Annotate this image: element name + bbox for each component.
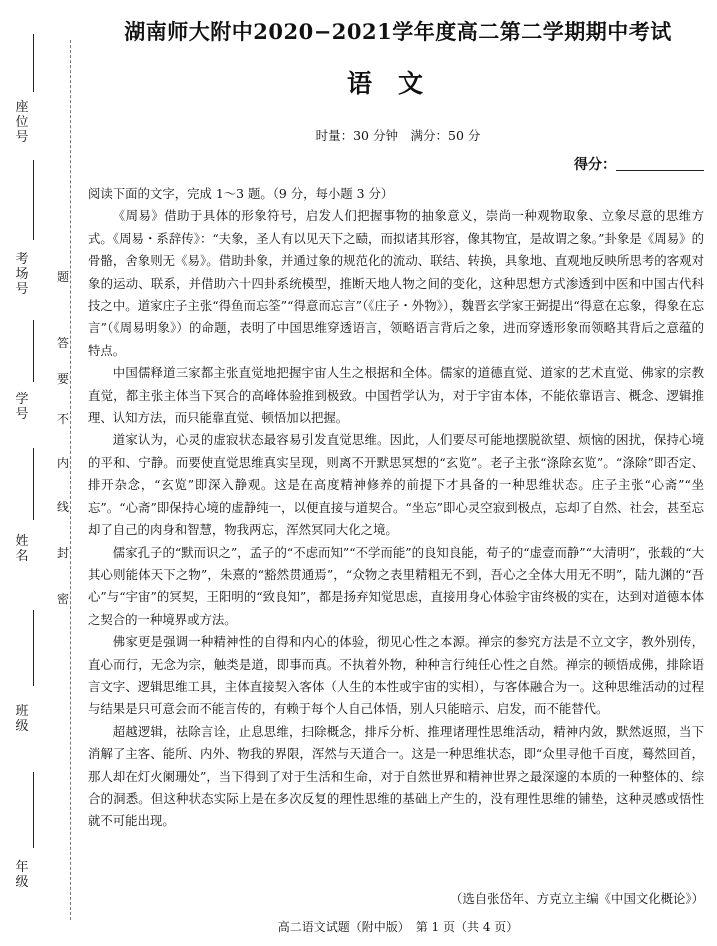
seat-number-label: 座位号 — [15, 100, 29, 145]
seal-char: 答 — [56, 336, 69, 350]
paragraph: 道家认为，心灵的虚寂状态最容易引发直觉思维。因此，人们要尽可能地摆脱欲望、烦恼的困扰，保持心境的平和、宁静。而要使直觉思维真实呈现，则离不开默思冥想的“玄览”。老子主张“涤除玄览”。“涤除”即否定、排开杂念，“玄览”即深入静观。这是在高度精神修养的前提下才具备的一种思维状态。庄子主张“心斋”“坐忘”。“心斋”即保持心境的虚静纯一，以便直接与道契合。“坐忘”即心灵空寂到极点，忘却了自然、社会，甚至忘却了自己的肉身和智慧，物我两忘，浑然冥同大化之境。 — [88, 432, 704, 538]
reading-passage — [88, 183, 704, 833]
paragraph: 超越逻辑，祛除言诠，止息思维，扫除概念，排斥分析、推理诸理性思维活动，精神内敛，默然返照，当下消解了主客、能所、内外、物我的界限，浑然与天道合一。这是一种思维状态，即“众里寻他千百度，蓦然回首，那人却在灯火阑珊处”，当下得到了对于生活和生命，对于自然世界和精神世界之最深邃的本质的一种整体的、综合的洞悉。但这种状态实际上是在多次反复的理性思维的基础上产生的，没有理性思维的铺垫，这种灵感或悟性就不可能出现。 — [88, 723, 704, 829]
exam-room-label: 考场号 — [15, 252, 29, 297]
name-label: 姓 名 — [15, 534, 29, 564]
paragraph: 中国儒释道三家都主张直觉地把握宇宙人生之根据和全体。儒家的道德直觉、道家的艺术直觉、佛家的宗教直觉，都主张主体当下冥合的高峰体验推到极致。中国哲学认为，对于宇宙本体，不能依靠语言、概念、逻辑推理、认知方法，而只能靠直觉、顿悟加以把握。 — [88, 365, 704, 426]
page-footer: 高二语文试题（附中版） 第 1 页（共 4 页） — [277, 920, 519, 934]
paragraph: 儒家孔子的“默而识之”，孟子的“不虑而知”“不学而能”的良知良能，荀子的“虚壹而静”“大清明”，张载的“大其心则能体天下之物”，朱熹的“豁然贯通焉”，“众物之表里精粗无不到，吾心之全体大用无不明”，陆九渊的“吾心”与“宇宙”的冥契，王阳明的“致良知”，都是扬弃知觉思虑，直接用身心体验宇宙终极的实在，达到对道德本体之契合的一种境界或方法。 — [88, 544, 704, 627]
grade-line — [33, 772, 34, 848]
student-id-label: 学 号 — [15, 392, 29, 422]
seal-char: 题 — [56, 270, 69, 284]
name-line — [33, 448, 34, 520]
student-id-line — [33, 320, 34, 382]
score-field — [574, 154, 704, 174]
exam-room-line — [33, 160, 34, 240]
seat-number-line — [33, 34, 34, 92]
subject-title: 语文 — [346, 69, 449, 98]
seal-char: 线 — [56, 500, 69, 514]
seal-char: 密 — [56, 592, 69, 606]
score-blank[interactable] — [616, 157, 704, 171]
paragraph: 《周易》借助于具体的形象符号，启发人们把握事物的抽象意义，崇尚一种观物取象、立象尽意的思维方式。《周易・系辞传》：“夫象，圣人有以见天下之赜，而拟诸其形容，像其物宜，是故谓之象。”卦象是《周易》的骨骼，舍象则无《易》。借助卦象，并通过象的规范化的流动、联结、转换，具象地、直观地反映所思考的客观对象的运动、联系，并借助六十四卦系统模型，推断天地人物之间的变化，这种思想方式渗透到中医和中国古代科技之中。道家庄子主张“得鱼而忘筌”“得意而忘言”（《庄子・外物》），魏晋玄学家王弼提出“得意在忘象，得象在忘言”（《周易明象》）的命题，表明了中国思维穿透语言，领略语言背后之象，进而穿透形象而领略其背后之意蕴的特点。 — [88, 208, 704, 358]
class-label: 班 级 — [15, 704, 29, 734]
seal-char: 封 — [56, 546, 69, 560]
class-line — [33, 610, 34, 686]
seal-line — [70, 40, 71, 920]
seal-char: 不 — [56, 412, 69, 426]
seal-char: 要 — [56, 372, 69, 386]
score-label: 得分： — [574, 157, 616, 173]
grade-label: 年 级 — [15, 860, 29, 890]
seal-char: 内 — [56, 456, 69, 470]
paragraph: 佛家更是强调一种精神性的自得和内心的体验，彻见心性之本源。禅宗的参究方法是不立文字，教外别传，直心而行，无念为宗，触类是道，即事而真。不执着外物，种种言行纯任心性之自然。禅宗的顿悟成佛，排除语言文字、逻辑思维工具，主体直接契入客体（人生的本性或宇宙的实相），与客体融合为一。这种思维活动的过程与结果是只可意会而不能言传的，有赖于每个人自己体悟，别人只能暗示、启发，而不能替代。 — [88, 634, 704, 717]
binding-strip — [0, 0, 78, 946]
instruction: 阅读下面的文字，完成 1～3 题。（9 分，每小题 3 分） — [88, 186, 394, 201]
exam-meta: 时量：30 分钟 满分：50 分 — [315, 128, 481, 143]
source-citation: （选自张岱年、方克立主编《中国文化概论》） — [449, 891, 704, 906]
exam-title: 湖南师大附中2020−2021学年度高二第二学期期中考试 — [124, 19, 672, 44]
